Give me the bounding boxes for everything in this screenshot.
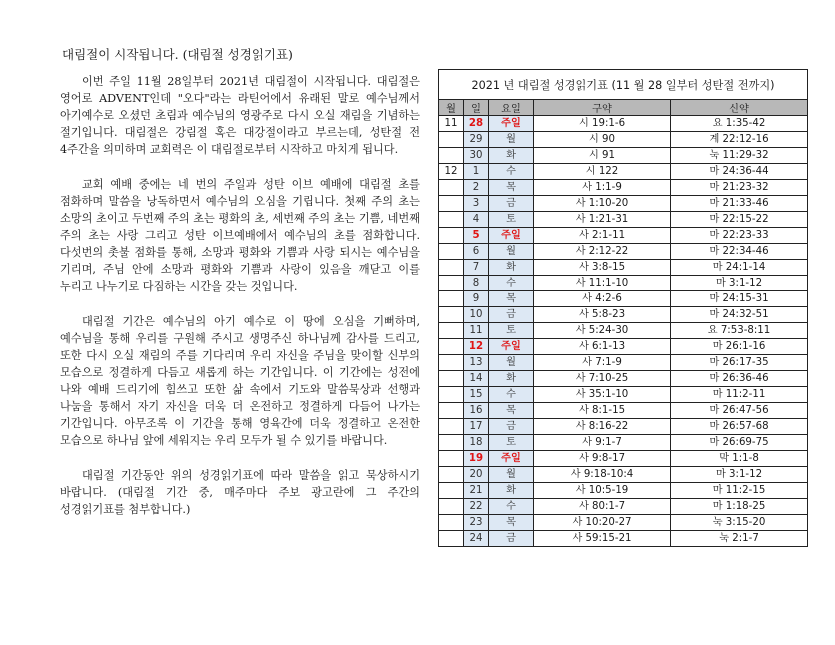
table-row <box>439 435 808 451</box>
weekday-cell: 금 <box>489 307 534 323</box>
month-cell <box>439 195 464 211</box>
day-cell: 9 <box>464 291 489 307</box>
table-row <box>439 514 808 530</box>
weekday-cell: 수 <box>489 275 534 291</box>
month-cell <box>439 419 464 435</box>
new-testament-reading: 마 3:1-12 <box>671 275 808 291</box>
weekday-cell: 수 <box>489 498 534 514</box>
table-caption: 2021 년 대림절 성경읽기표 (11 월 28 일부터 성탄절 전까지) <box>439 70 808 100</box>
new-testament-reading: 눅 11:29-32 <box>671 147 808 163</box>
day-cell: 5 <box>464 227 489 243</box>
weekday-cell: 월 <box>489 355 534 371</box>
weekday-cell: 토 <box>489 323 534 339</box>
month-cell <box>439 403 464 419</box>
day-cell: 20 <box>464 466 489 482</box>
day-cell: 11 <box>464 323 489 339</box>
table-row <box>439 530 808 546</box>
new-testament-reading: 마 21:33-46 <box>671 195 808 211</box>
day-cell: 22 <box>464 498 489 514</box>
day-cell: 4 <box>464 211 489 227</box>
day-cell: 28 <box>464 116 489 132</box>
old-testament-reading: 사 9:1-7 <box>534 435 671 451</box>
day-cell: 24 <box>464 530 489 546</box>
old-testament-reading: 사 9:8-17 <box>534 451 671 467</box>
day-cell: 3 <box>464 195 489 211</box>
new-testament-reading: 마 24:15-31 <box>671 291 808 307</box>
month-cell <box>439 211 464 227</box>
weekday-cell: 수 <box>489 387 534 403</box>
weekday-cell: 화 <box>489 482 534 498</box>
day-cell: 8 <box>464 275 489 291</box>
new-testament-reading: 눅 2:1-7 <box>671 530 808 546</box>
weekday-cell: 월 <box>489 466 534 482</box>
month-cell <box>439 355 464 371</box>
table-row <box>439 339 808 355</box>
day-cell: 19 <box>464 451 489 467</box>
old-testament-reading: 사 2:1-11 <box>534 227 671 243</box>
paragraph-reading-guide: 대림절 기간동안 위의 성경읽기표에 따라 말씀을 읽고 묵상하시기 바랍니다. (대림절 기간 중, 매주마다 주보 광고란에 그 주간의 성경읽기표를 첨부합니다.) <box>60 469 420 516</box>
old-testament-reading: 사 59:15-21 <box>534 530 671 546</box>
table-row <box>439 179 808 195</box>
new-testament-reading: 마 21:23-32 <box>671 179 808 195</box>
month-cell <box>439 387 464 403</box>
weekday-cell: 화 <box>489 371 534 387</box>
new-testament-reading: 마 24:36-44 <box>671 163 808 179</box>
table-row <box>439 195 808 211</box>
header-old-testament: 구약 <box>534 100 671 116</box>
old-testament-reading: 사 10:20-27 <box>534 514 671 530</box>
old-testament-reading: 사 5:8-23 <box>534 307 671 323</box>
day-cell: 18 <box>464 435 489 451</box>
weekday-cell: 월 <box>489 131 534 147</box>
weekday-cell: 주일 <box>489 451 534 467</box>
old-testament-reading: 사 7:10-25 <box>534 371 671 387</box>
new-testament-reading: 마 24:1-14 <box>671 259 808 275</box>
new-testament-reading: 마 22:34-46 <box>671 243 808 259</box>
old-testament-reading: 사 11:1-10 <box>534 275 671 291</box>
table-row <box>439 482 808 498</box>
table-row <box>439 371 808 387</box>
old-testament-reading: 시 122 <box>534 163 671 179</box>
weekday-cell: 목 <box>489 514 534 530</box>
old-testament-reading: 사 80:1-7 <box>534 498 671 514</box>
day-cell: 30 <box>464 147 489 163</box>
weekday-cell: 월 <box>489 243 534 259</box>
month-cell <box>439 227 464 243</box>
new-testament-reading: 요 1:35-42 <box>671 116 808 132</box>
table-row <box>439 451 808 467</box>
old-testament-reading: 사 5:24-30 <box>534 323 671 339</box>
old-testament-reading: 사 1:10-20 <box>534 195 671 211</box>
month-cell <box>439 275 464 291</box>
day-cell: 21 <box>464 482 489 498</box>
month-cell <box>439 307 464 323</box>
new-testament-reading: 마 24:32-51 <box>671 307 808 323</box>
header-new-testament: 신약 <box>671 100 808 116</box>
weekday-cell: 수 <box>489 163 534 179</box>
weekday-cell: 화 <box>489 259 534 275</box>
old-testament-reading: 사 10:5-19 <box>534 482 671 498</box>
old-testament-reading: 시 90 <box>534 131 671 147</box>
table-body <box>439 116 808 547</box>
table-row <box>439 211 808 227</box>
table-row <box>439 323 808 339</box>
header-weekday: 요일 <box>489 100 534 116</box>
day-cell: 7 <box>464 259 489 275</box>
paragraph-season: 대림절 기간은 예수님의 아기 예수로 이 땅에 오심을 기뻐하며, 예수님을 통해 우리를 구원해 주시고 생명주신 하나님께 감사를 드리고, 또한 다시 오실 재림의 주를 기다리며 우리 자신을 주님을 맞이할 신부의 모습으로 정결하게 다듬고 새롭게 하는 기간입니다. 이 기간에는 성전에 나와 예배 드리기에 힘쓰고 또한 삶 속에서 기도와 말씀묵상과 선행과 나눔을 통해서 자기 자신을 더욱 더 온전하고 정결하게 다듬어 나가는 기간입니다. 아무조록 이 기간을 통해 영육간에 더욱 정결하고 온전한 모습으로 하나님 앞에 세워지는 우리 모두가 될 수 있기를 바랍니다. <box>60 315 420 447</box>
table-row <box>439 163 808 179</box>
old-testament-reading: 사 35:1-10 <box>534 387 671 403</box>
weekday-cell: 목 <box>489 179 534 195</box>
new-testament-reading: 마 1:18-25 <box>671 498 808 514</box>
table-header-row <box>439 100 808 116</box>
table-row <box>439 291 808 307</box>
old-testament-reading: 사 4:2-6 <box>534 291 671 307</box>
month-cell <box>439 147 464 163</box>
new-testament-reading: 마 11:2-11 <box>671 387 808 403</box>
old-testament-reading: 사 9:18-10:4 <box>534 466 671 482</box>
month-cell <box>439 339 464 355</box>
old-testament-reading: 사 7:1-9 <box>534 355 671 371</box>
weekday-cell: 목 <box>489 403 534 419</box>
day-cell: 29 <box>464 131 489 147</box>
day-cell: 16 <box>464 403 489 419</box>
table-row <box>439 227 808 243</box>
day-cell: 23 <box>464 514 489 530</box>
day-cell: 15 <box>464 387 489 403</box>
weekday-cell: 목 <box>489 291 534 307</box>
new-testament-reading: 눅 3:15-20 <box>671 514 808 530</box>
new-testament-reading: 마 26:17-35 <box>671 355 808 371</box>
day-cell: 13 <box>464 355 489 371</box>
day-cell: 1 <box>464 163 489 179</box>
weekday-cell: 금 <box>489 530 534 546</box>
month-cell <box>439 291 464 307</box>
new-testament-reading: 마 22:23-33 <box>671 227 808 243</box>
month-cell <box>439 179 464 195</box>
page-title: 대림절이 시작됩니다. (대림절 성경읽기표) <box>62 47 293 62</box>
table-row <box>439 243 808 259</box>
old-testament-reading: 사 1:1-9 <box>534 179 671 195</box>
month-cell <box>439 131 464 147</box>
weekday-cell: 토 <box>489 435 534 451</box>
table-row <box>439 307 808 323</box>
old-testament-reading: 사 8:1-15 <box>534 403 671 419</box>
day-cell: 6 <box>464 243 489 259</box>
old-testament-reading: 사 6:1-13 <box>534 339 671 355</box>
table-row <box>439 275 808 291</box>
new-testament-reading: 막 1:1-8 <box>671 451 808 467</box>
table-row <box>439 498 808 514</box>
day-cell: 10 <box>464 307 489 323</box>
old-testament-reading: 사 1:21-31 <box>534 211 671 227</box>
month-cell <box>439 451 464 467</box>
table-row <box>439 466 808 482</box>
month-cell <box>439 323 464 339</box>
month-cell <box>439 259 464 275</box>
weekday-cell: 화 <box>489 147 534 163</box>
new-testament-reading: 마 22:15-22 <box>671 211 808 227</box>
old-testament-reading: 사 8:16-22 <box>534 419 671 435</box>
day-cell: 2 <box>464 179 489 195</box>
header-month: 월 <box>439 100 464 116</box>
day-cell: 12 <box>464 339 489 355</box>
table-row <box>439 116 808 132</box>
month-cell <box>439 435 464 451</box>
weekday-cell: 금 <box>489 419 534 435</box>
weekday-cell: 주일 <box>489 116 534 132</box>
header-day: 일 <box>464 100 489 116</box>
new-testament-reading: 계 22:12-16 <box>671 131 808 147</box>
month-cell <box>439 371 464 387</box>
weekday-cell: 주일 <box>489 339 534 355</box>
new-testament-reading: 마 26:36-46 <box>671 371 808 387</box>
old-testament-reading: 시 91 <box>534 147 671 163</box>
new-testament-reading: 요 7:53-8:11 <box>671 323 808 339</box>
month-cell <box>439 482 464 498</box>
month-cell <box>439 498 464 514</box>
new-testament-reading: 마 26:69-75 <box>671 435 808 451</box>
table-row <box>439 131 808 147</box>
table-row <box>439 259 808 275</box>
table-row <box>439 403 808 419</box>
table-row <box>439 147 808 163</box>
weekday-cell: 토 <box>489 211 534 227</box>
body-text <box>60 73 420 536</box>
day-cell: 14 <box>464 371 489 387</box>
new-testament-reading: 마 3:1-12 <box>671 466 808 482</box>
table-row <box>439 355 808 371</box>
old-testament-reading: 사 2:12-22 <box>534 243 671 259</box>
month-cell <box>439 466 464 482</box>
new-testament-reading: 마 26:47-56 <box>671 403 808 419</box>
table-row <box>439 387 808 403</box>
day-cell: 17 <box>464 419 489 435</box>
month-cell: 11 <box>439 116 464 132</box>
reading-schedule-table <box>438 69 808 547</box>
month-cell <box>439 514 464 530</box>
table-row <box>439 419 808 435</box>
paragraph-intro: 이번 주일 11월 28일부터 2021년 대림절이 시작됩니다. 대림절은 영어로 ADVENT인데 "오다"라는 라틴어에서 유래된 말로 예수님께서 아기예수로 오셨던 초림과 예수님의 영광주로 다시 오실 재림을 기념하는 절기입니다. 대림절은 강림절 혹은 대강절이라고 부르는데, 성탄절 전 4주간을 의미하며 교회력은 이 대림절로부터 시작하고 마치게 됩니다. <box>60 75 420 156</box>
weekday-cell: 금 <box>489 195 534 211</box>
old-testament-reading: 시 19:1-6 <box>534 116 671 132</box>
paragraph-candles: 교회 예배 중에는 네 번의 주일과 성탄 이브 예배에 대림절 초를 점화하며 말씀을 낭독하면서 예수님의 오심을 기립니다. 첫째 주의 초는 소망의 초이고 두번째 주의 초는 평화의 초, 세번째 주의 초는 기쁨, 네번째 주의 초는 사랑 그리고 성탄 이브예배에서 예수님의 초를 점화합니다. 다섯번의 촛불 점화를 통해, 소망과 평화와 기쁨과 사랑 되시는 예수님을 기리며, 주님 안에 소망과 평화와 기쁨과 사랑이 있음을 깨닫고 이를 누리고 나누기로 다짐하는 시간을 갖는 것입니다. <box>60 178 420 293</box>
weekday-cell: 주일 <box>489 227 534 243</box>
new-testament-reading: 마 26:57-68 <box>671 419 808 435</box>
new-testament-reading: 마 26:1-16 <box>671 339 808 355</box>
old-testament-reading: 사 3:8-15 <box>534 259 671 275</box>
month-cell: 12 <box>439 163 464 179</box>
new-testament-reading: 마 11:2-15 <box>671 482 808 498</box>
month-cell <box>439 530 464 546</box>
month-cell <box>439 243 464 259</box>
